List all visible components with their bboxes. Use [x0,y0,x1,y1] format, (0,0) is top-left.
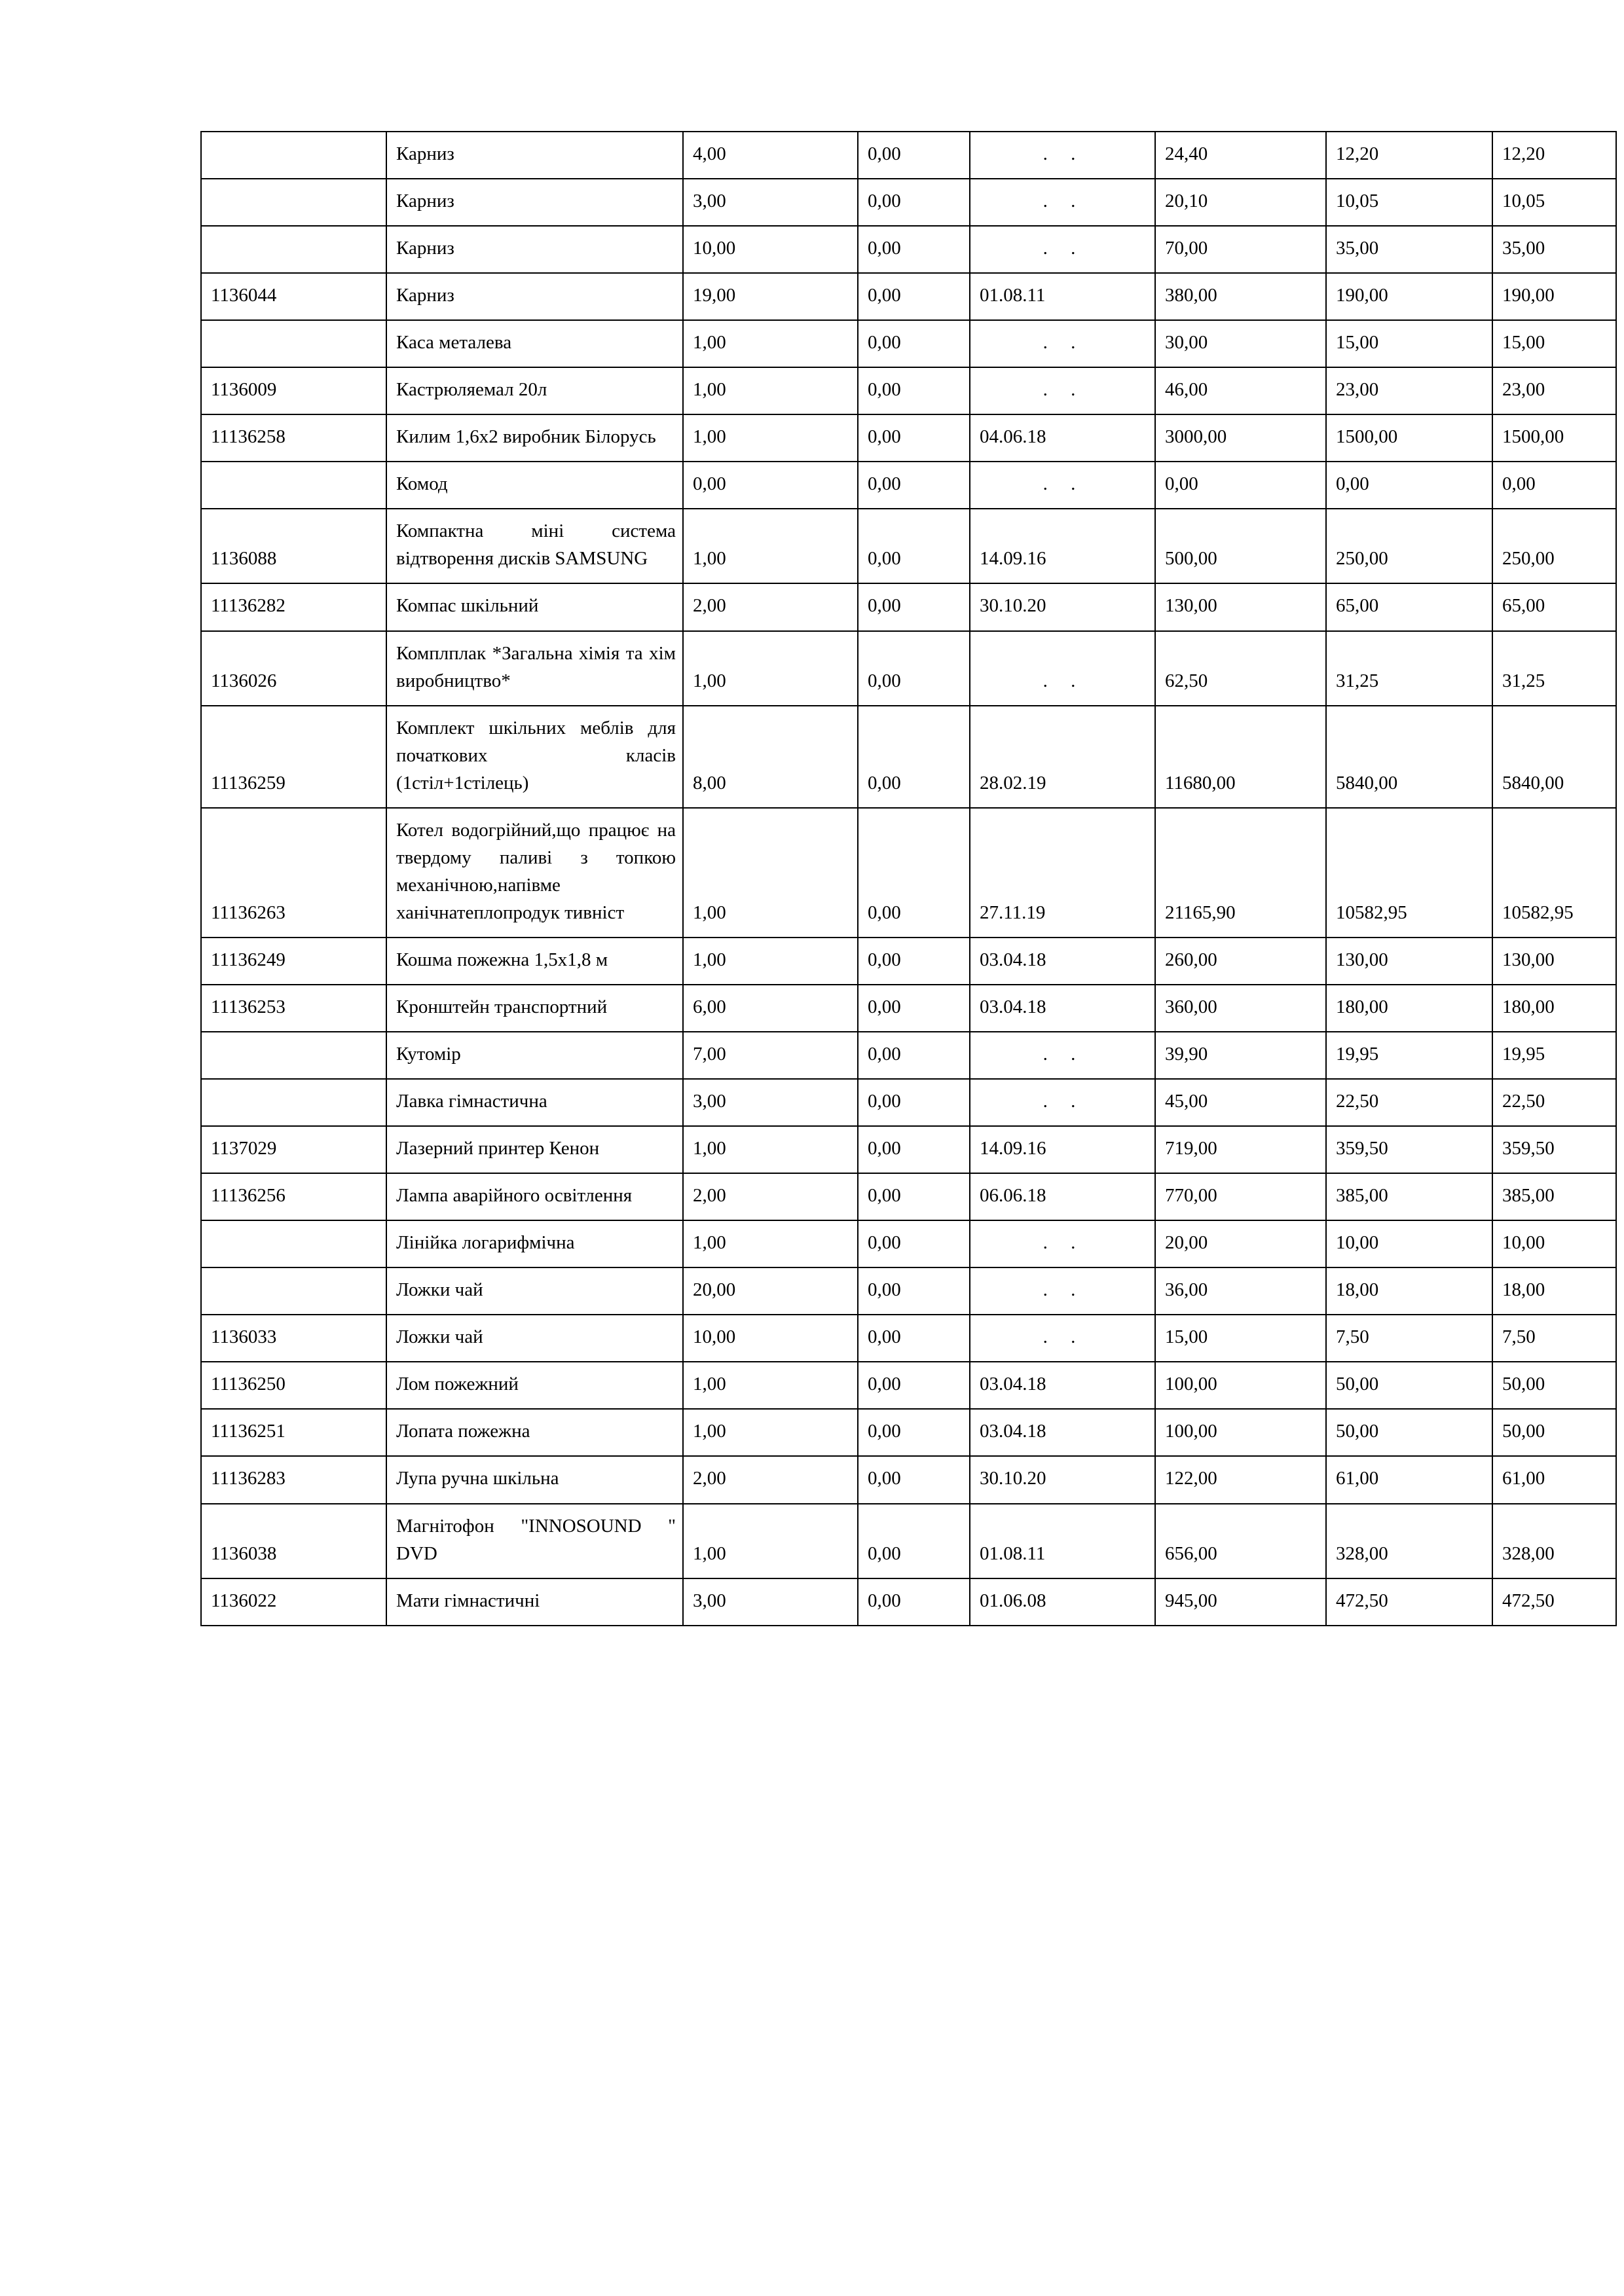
cell-inventory-number: 1136038 [201,1504,386,1578]
cell-residual-value: 250,00 [1492,509,1616,583]
cell-residual-value: 10,05 [1492,179,1616,226]
cell-item-name: Карниз [386,226,683,273]
cell-inventory-number: 11136282 [201,583,386,630]
cell-secondary-quantity: 0,00 [858,273,970,320]
cell-residual-value: 50,00 [1492,1362,1616,1409]
cell-residual-value: 18,00 [1492,1267,1616,1315]
cell-inventory-number: 11136251 [201,1409,386,1456]
cell-wear-value: 19,95 [1326,1032,1492,1079]
cell-wear-value: 5840,00 [1326,706,1492,808]
table-row [201,1173,1616,1220]
cell-inventory-number: 1136033 [201,1315,386,1362]
cell-quantity: 2,00 [683,583,858,630]
cell-secondary-quantity: 0,00 [858,1315,970,1362]
cell-quantity: 1,00 [683,414,858,462]
cell-quantity: 1,00 [683,1220,858,1267]
cell-inventory-number [201,462,386,509]
cell-item-name: Кастрюляемал 20л [386,367,683,414]
cell-quantity: 3,00 [683,179,858,226]
table-row [201,367,1616,414]
cell-wear-value: 15,00 [1326,320,1492,367]
cell-date: 06.06.18 [970,1173,1155,1220]
cell-initial-value: 770,00 [1155,1173,1326,1220]
cell-quantity: 1,00 [683,631,858,706]
table-row [201,1504,1616,1578]
cell-initial-value: 30,00 [1155,320,1326,367]
cell-wear-value: 18,00 [1326,1267,1492,1315]
cell-inventory-number: 11136259 [201,706,386,808]
cell-quantity: 19,00 [683,273,858,320]
cell-inventory-number: 11136263 [201,808,386,938]
table-row [201,808,1616,938]
cell-inventory-number: 1136026 [201,631,386,706]
cell-wear-value: 180,00 [1326,985,1492,1032]
cell-secondary-quantity: 0,00 [858,1456,970,1503]
cell-residual-value: 65,00 [1492,583,1616,630]
cell-initial-value: 945,00 [1155,1578,1326,1626]
cell-residual-value: 1500,00 [1492,414,1616,462]
cell-quantity: 10,00 [683,226,858,273]
table-row [201,462,1616,509]
cell-initial-value: 15,00 [1155,1315,1326,1362]
table-row [201,226,1616,273]
cell-residual-value: 61,00 [1492,1456,1616,1503]
cell-secondary-quantity: 0,00 [858,462,970,509]
cell-initial-value: 20,10 [1155,179,1326,226]
cell-initial-value: 62,50 [1155,631,1326,706]
cell-quantity: 2,00 [683,1456,858,1503]
cell-inventory-number [201,1267,386,1315]
cell-initial-value: 21165,90 [1155,808,1326,938]
cell-wear-value: 10,00 [1326,1220,1492,1267]
cell-quantity: 0,00 [683,462,858,509]
table-row [201,706,1616,808]
cell-secondary-quantity: 0,00 [858,1220,970,1267]
cell-initial-value: 20,00 [1155,1220,1326,1267]
cell-quantity: 3,00 [683,1079,858,1126]
inventory-table-body [201,132,1616,1626]
cell-secondary-quantity: 0,00 [858,1032,970,1079]
cell-item-name: Комплплак *Загальна хімія та хім виробництво* [386,631,683,706]
table-row [201,509,1616,583]
cell-date: 27.11.19 [970,808,1155,938]
cell-wear-value: 10,05 [1326,179,1492,226]
table-row [201,1079,1616,1126]
cell-secondary-quantity: 0,00 [858,226,970,273]
cell-residual-value: 10582,95 [1492,808,1616,938]
cell-secondary-quantity: 0,00 [858,320,970,367]
cell-secondary-quantity: 0,00 [858,1079,970,1126]
cell-quantity: 1,00 [683,1409,858,1456]
cell-item-name: Лінійка логарифмічна [386,1220,683,1267]
cell-residual-value: 35,00 [1492,226,1616,273]
cell-date: 03.04.18 [970,1362,1155,1409]
cell-quantity: 1,00 [683,367,858,414]
cell-quantity: 2,00 [683,1173,858,1220]
cell-date: . . [970,631,1155,706]
cell-wear-value: 385,00 [1326,1173,1492,1220]
cell-date: 03.04.18 [970,938,1155,985]
cell-item-name: Компас шкільний [386,583,683,630]
cell-inventory-number [201,1032,386,1079]
cell-initial-value: 39,90 [1155,1032,1326,1079]
cell-item-name: Кутомір [386,1032,683,1079]
cell-inventory-number [201,1220,386,1267]
cell-wear-value: 130,00 [1326,938,1492,985]
cell-initial-value: 100,00 [1155,1409,1326,1456]
cell-wear-value: 0,00 [1326,462,1492,509]
cell-secondary-quantity: 0,00 [858,1173,970,1220]
cell-item-name: Лазерний принтер Кенон [386,1126,683,1173]
cell-secondary-quantity: 0,00 [858,808,970,938]
cell-date: 14.09.16 [970,1126,1155,1173]
cell-date: . . [970,132,1155,179]
cell-quantity: 1,00 [683,1504,858,1578]
table-row [201,1362,1616,1409]
cell-initial-value: 11680,00 [1155,706,1326,808]
cell-initial-value: 36,00 [1155,1267,1326,1315]
table-row [201,179,1616,226]
cell-wear-value: 65,00 [1326,583,1492,630]
cell-residual-value: 359,50 [1492,1126,1616,1173]
cell-residual-value: 472,50 [1492,1578,1616,1626]
cell-item-name: Каса металева [386,320,683,367]
cell-item-name: Кошма пожежна 1,5х1,8 м [386,938,683,985]
cell-secondary-quantity: 0,00 [858,706,970,808]
cell-inventory-number [201,226,386,273]
cell-residual-value: 31,25 [1492,631,1616,706]
cell-date: 01.08.11 [970,273,1155,320]
cell-item-name: Компактна міні система відтворення дисків SAMSUNG [386,509,683,583]
cell-date: . . [970,226,1155,273]
cell-inventory-number: 1136022 [201,1578,386,1626]
cell-wear-value: 1500,00 [1326,414,1492,462]
cell-initial-value: 719,00 [1155,1126,1326,1173]
cell-date: 28.02.19 [970,706,1155,808]
cell-secondary-quantity: 0,00 [858,509,970,583]
cell-initial-value: 360,00 [1155,985,1326,1032]
cell-residual-value: 5840,00 [1492,706,1616,808]
cell-wear-value: 190,00 [1326,273,1492,320]
cell-item-name: Лампа аварійного освітлення [386,1173,683,1220]
cell-date: . . [970,1315,1155,1362]
table-row [201,631,1616,706]
cell-residual-value: 50,00 [1492,1409,1616,1456]
table-row [201,1456,1616,1503]
cell-residual-value: 7,50 [1492,1315,1616,1362]
cell-inventory-number [201,320,386,367]
cell-secondary-quantity: 0,00 [858,1362,970,1409]
cell-secondary-quantity: 0,00 [858,1267,970,1315]
cell-date: . . [970,1079,1155,1126]
cell-wear-value: 61,00 [1326,1456,1492,1503]
cell-item-name: Карниз [386,273,683,320]
cell-residual-value: 12,20 [1492,132,1616,179]
table-row [201,1032,1616,1079]
cell-date: . . [970,320,1155,367]
cell-inventory-number: 11136258 [201,414,386,462]
cell-residual-value: 19,95 [1492,1032,1616,1079]
cell-inventory-number: 11136250 [201,1362,386,1409]
inventory-table [200,131,1617,1626]
cell-secondary-quantity: 0,00 [858,132,970,179]
cell-secondary-quantity: 0,00 [858,631,970,706]
cell-item-name: Карниз [386,132,683,179]
cell-residual-value: 385,00 [1492,1173,1616,1220]
cell-item-name: Котел водогрійний,що працює на твердому паливі з топкою механічною,напівме ханічнатеплопродук тивніст [386,808,683,938]
cell-inventory-number: 1136009 [201,367,386,414]
cell-secondary-quantity: 0,00 [858,583,970,630]
cell-item-name: Лопата пожежна [386,1409,683,1456]
cell-wear-value: 22,50 [1326,1079,1492,1126]
cell-initial-value: 260,00 [1155,938,1326,985]
cell-inventory-number [201,132,386,179]
cell-initial-value: 656,00 [1155,1504,1326,1578]
cell-inventory-number: 1136044 [201,273,386,320]
table-row [201,583,1616,630]
cell-item-name: Ложки чай [386,1267,683,1315]
cell-inventory-number: 1136088 [201,509,386,583]
cell-secondary-quantity: 0,00 [858,1578,970,1626]
cell-item-name: Магнітофон "INNOSOUND " DVD [386,1504,683,1578]
cell-initial-value: 46,00 [1155,367,1326,414]
cell-quantity: 1,00 [683,509,858,583]
cell-residual-value: 15,00 [1492,320,1616,367]
cell-quantity: 20,00 [683,1267,858,1315]
cell-date: . . [970,1267,1155,1315]
cell-initial-value: 45,00 [1155,1079,1326,1126]
cell-date: 30.10.20 [970,1456,1155,1503]
cell-secondary-quantity: 0,00 [858,414,970,462]
cell-date: . . [970,462,1155,509]
cell-quantity: 1,00 [683,1126,858,1173]
cell-initial-value: 100,00 [1155,1362,1326,1409]
cell-residual-value: 190,00 [1492,273,1616,320]
cell-secondary-quantity: 0,00 [858,367,970,414]
cell-wear-value: 23,00 [1326,367,1492,414]
cell-wear-value: 50,00 [1326,1362,1492,1409]
cell-quantity: 4,00 [683,132,858,179]
cell-date: 14.09.16 [970,509,1155,583]
cell-wear-value: 328,00 [1326,1504,1492,1578]
cell-wear-value: 12,20 [1326,132,1492,179]
table-row [201,938,1616,985]
cell-wear-value: 250,00 [1326,509,1492,583]
table-row [201,1220,1616,1267]
cell-residual-value: 10,00 [1492,1220,1616,1267]
cell-inventory-number: 11136253 [201,985,386,1032]
table-row [201,985,1616,1032]
cell-initial-value: 130,00 [1155,583,1326,630]
cell-date: 01.06.08 [970,1578,1155,1626]
cell-wear-value: 50,00 [1326,1409,1492,1456]
cell-secondary-quantity: 0,00 [858,1504,970,1578]
cell-initial-value: 380,00 [1155,273,1326,320]
cell-date: 30.10.20 [970,583,1155,630]
cell-initial-value: 3000,00 [1155,414,1326,462]
cell-residual-value: 180,00 [1492,985,1616,1032]
cell-quantity: 3,00 [683,1578,858,1626]
cell-item-name: Мати гімнастичні [386,1578,683,1626]
cell-wear-value: 359,50 [1326,1126,1492,1173]
cell-residual-value: 22,50 [1492,1079,1616,1126]
cell-quantity: 1,00 [683,1362,858,1409]
cell-wear-value: 10582,95 [1326,808,1492,938]
table-row [201,1315,1616,1362]
cell-item-name: Лом пожежний [386,1362,683,1409]
cell-initial-value: 122,00 [1155,1456,1326,1503]
cell-inventory-number: 11136283 [201,1456,386,1503]
cell-quantity: 7,00 [683,1032,858,1079]
cell-residual-value: 130,00 [1492,938,1616,985]
cell-quantity: 6,00 [683,985,858,1032]
cell-quantity: 10,00 [683,1315,858,1362]
cell-date: . . [970,367,1155,414]
table-row [201,320,1616,367]
cell-residual-value: 23,00 [1492,367,1616,414]
cell-item-name: Лавка гімнастична [386,1079,683,1126]
cell-quantity: 1,00 [683,938,858,985]
cell-secondary-quantity: 0,00 [858,179,970,226]
cell-quantity: 1,00 [683,320,858,367]
cell-residual-value: 328,00 [1492,1504,1616,1578]
cell-date: 04.06.18 [970,414,1155,462]
table-row [201,1126,1616,1173]
table-row [201,1409,1616,1456]
table-row [201,273,1616,320]
cell-initial-value: 500,00 [1155,509,1326,583]
cell-wear-value: 31,25 [1326,631,1492,706]
cell-initial-value: 70,00 [1155,226,1326,273]
table-row [201,1578,1616,1626]
cell-wear-value: 7,50 [1326,1315,1492,1362]
cell-item-name: Лупа ручна шкільна [386,1456,683,1503]
cell-item-name: Комплект шкільних меблів для початкових класів (1стіл+1стілець) [386,706,683,808]
cell-initial-value: 0,00 [1155,462,1326,509]
cell-date: 01.08.11 [970,1504,1155,1578]
cell-wear-value: 35,00 [1326,226,1492,273]
cell-residual-value: 0,00 [1492,462,1616,509]
table-row [201,414,1616,462]
cell-wear-value: 472,50 [1326,1578,1492,1626]
cell-inventory-number [201,179,386,226]
table-row [201,1267,1616,1315]
table-row [201,132,1616,179]
cell-date: 03.04.18 [970,985,1155,1032]
cell-date: . . [970,179,1155,226]
cell-item-name: Ложки чай [386,1315,683,1362]
cell-item-name: Кронштейн транспортний [386,985,683,1032]
cell-inventory-number [201,1079,386,1126]
cell-inventory-number: 1137029 [201,1126,386,1173]
cell-quantity: 1,00 [683,808,858,938]
cell-secondary-quantity: 0,00 [858,1409,970,1456]
cell-date: 03.04.18 [970,1409,1155,1456]
cell-date: . . [970,1032,1155,1079]
cell-secondary-quantity: 0,00 [858,985,970,1032]
cell-item-name: Комод [386,462,683,509]
cell-initial-value: 24,40 [1155,132,1326,179]
cell-quantity: 8,00 [683,706,858,808]
cell-date: . . [970,1220,1155,1267]
cell-inventory-number: 11136249 [201,938,386,985]
cell-secondary-quantity: 0,00 [858,1126,970,1173]
cell-item-name: Килим 1,6х2 виробник Білорусь [386,414,683,462]
cell-item-name: Карниз [386,179,683,226]
cell-inventory-number: 11136256 [201,1173,386,1220]
cell-secondary-quantity: 0,00 [858,938,970,985]
